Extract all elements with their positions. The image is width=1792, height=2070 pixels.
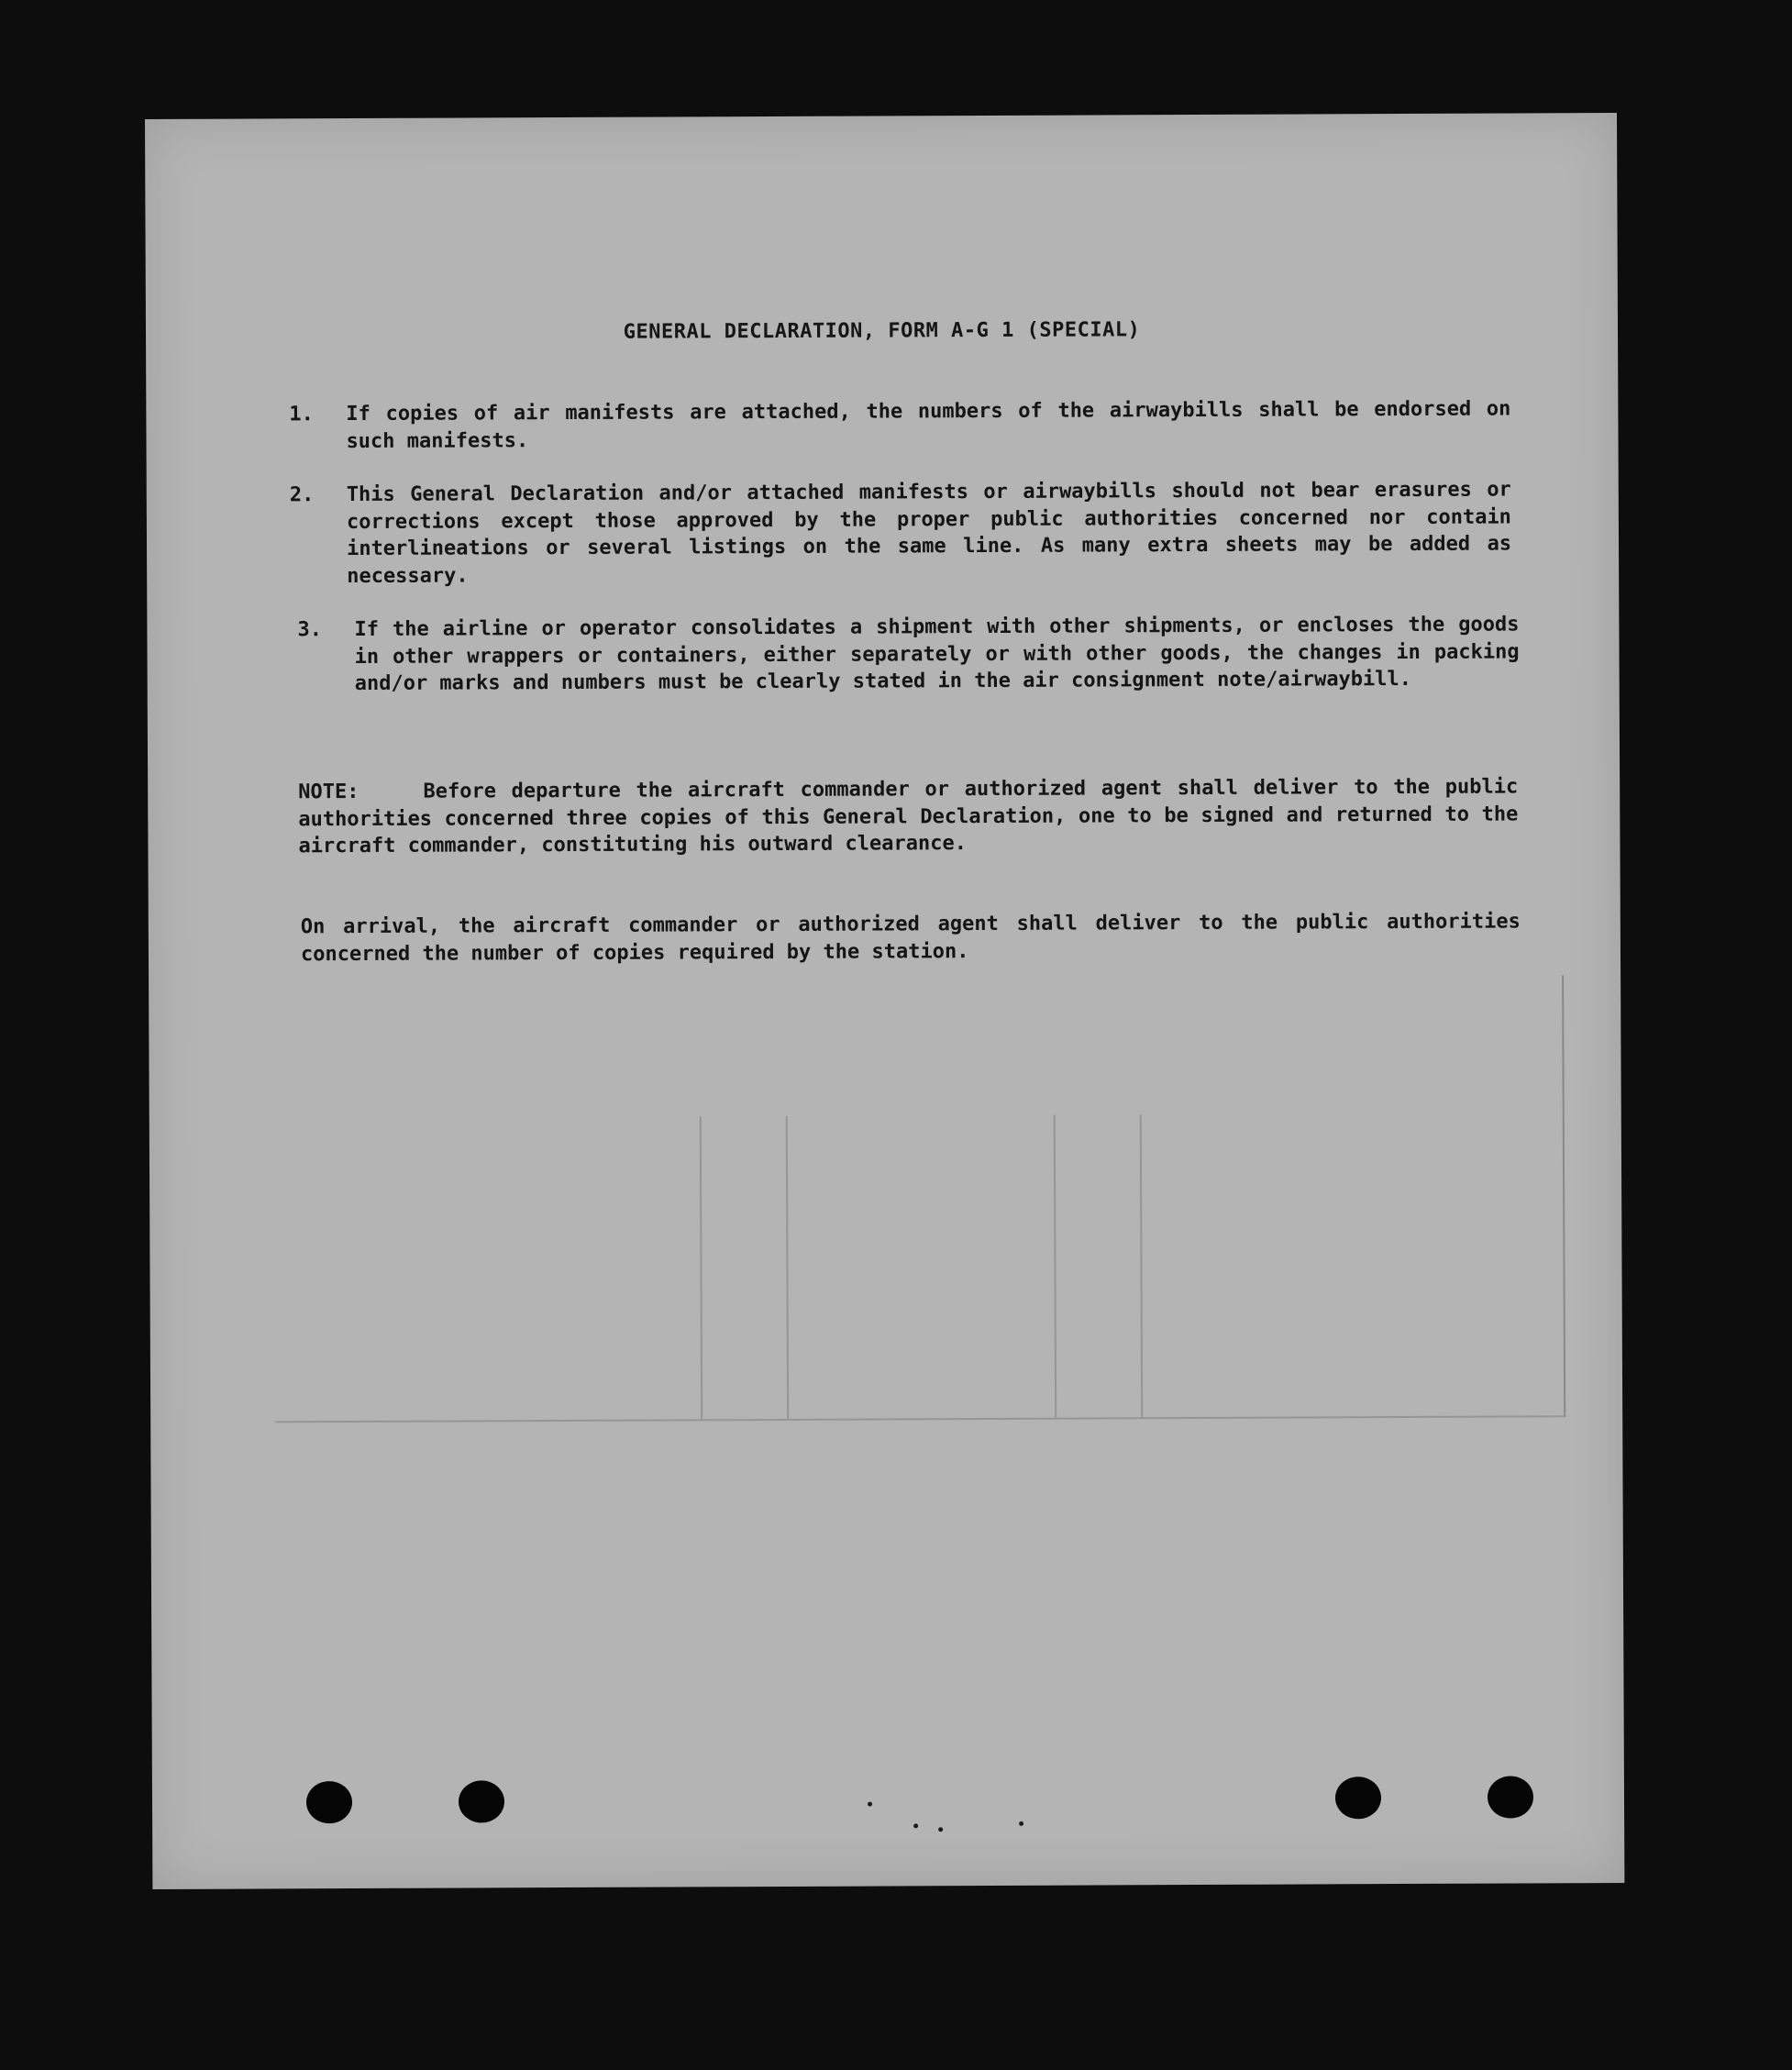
item-number: 1. <box>289 403 314 426</box>
speck <box>868 1802 872 1807</box>
instruction-item-3 <box>297 611 1520 697</box>
departure-note <box>298 773 1518 859</box>
note-text: Before departure the aircraft commander or authorized agent shall deliver to the public authorities concerned three copies of this General Declaration, one to be signed and returned to the aircraft commander, constituting his outward clearance. <box>298 775 1519 858</box>
punch-hole <box>306 1781 352 1823</box>
document-title: GENERAL DECLARATION, FORM A-G 1 (SPECIAL) <box>623 318 1141 344</box>
item-text: This General Declaration and/or attached manifests or airwaybills should not bear erasures or corrections except those approved by the proper public authorities concerned nor contain interlineations or several listings on the same line. As many extra sheets may be added as necessary. <box>346 478 1512 588</box>
arrival-note: On arrival, the aircraft commander or authorized agent shall deliver to the public authorities concerned the number of copies required by the station. <box>300 910 1521 966</box>
note-label: NOTE: <box>298 780 360 804</box>
punch-hole <box>1335 1777 1381 1819</box>
instruction-item-2 <box>289 477 1512 591</box>
item-text: If copies of air manifests are attached, the numbers of the airwaybills shall be endorsed on such manifests. <box>346 397 1511 453</box>
item-text: If the airline or operator consolidates a shipment with other shipments, or encloses the goods in other wrappers or containers, either separately or with other goods, the changes in packing and/or marks and numbers must be clearly stated in the air consignment note/airwaybill. <box>354 613 1520 696</box>
speck <box>938 1827 943 1832</box>
document-page <box>145 113 1624 1889</box>
punch-hole <box>1488 1776 1533 1818</box>
speck <box>913 1823 918 1828</box>
instruction-item-1 <box>289 396 1511 456</box>
item-number: 2. <box>289 483 315 507</box>
item-number: 3. <box>297 618 322 642</box>
punch-hole <box>459 1780 504 1822</box>
speck <box>1019 1821 1023 1826</box>
bleed-through-table <box>273 975 1565 1422</box>
